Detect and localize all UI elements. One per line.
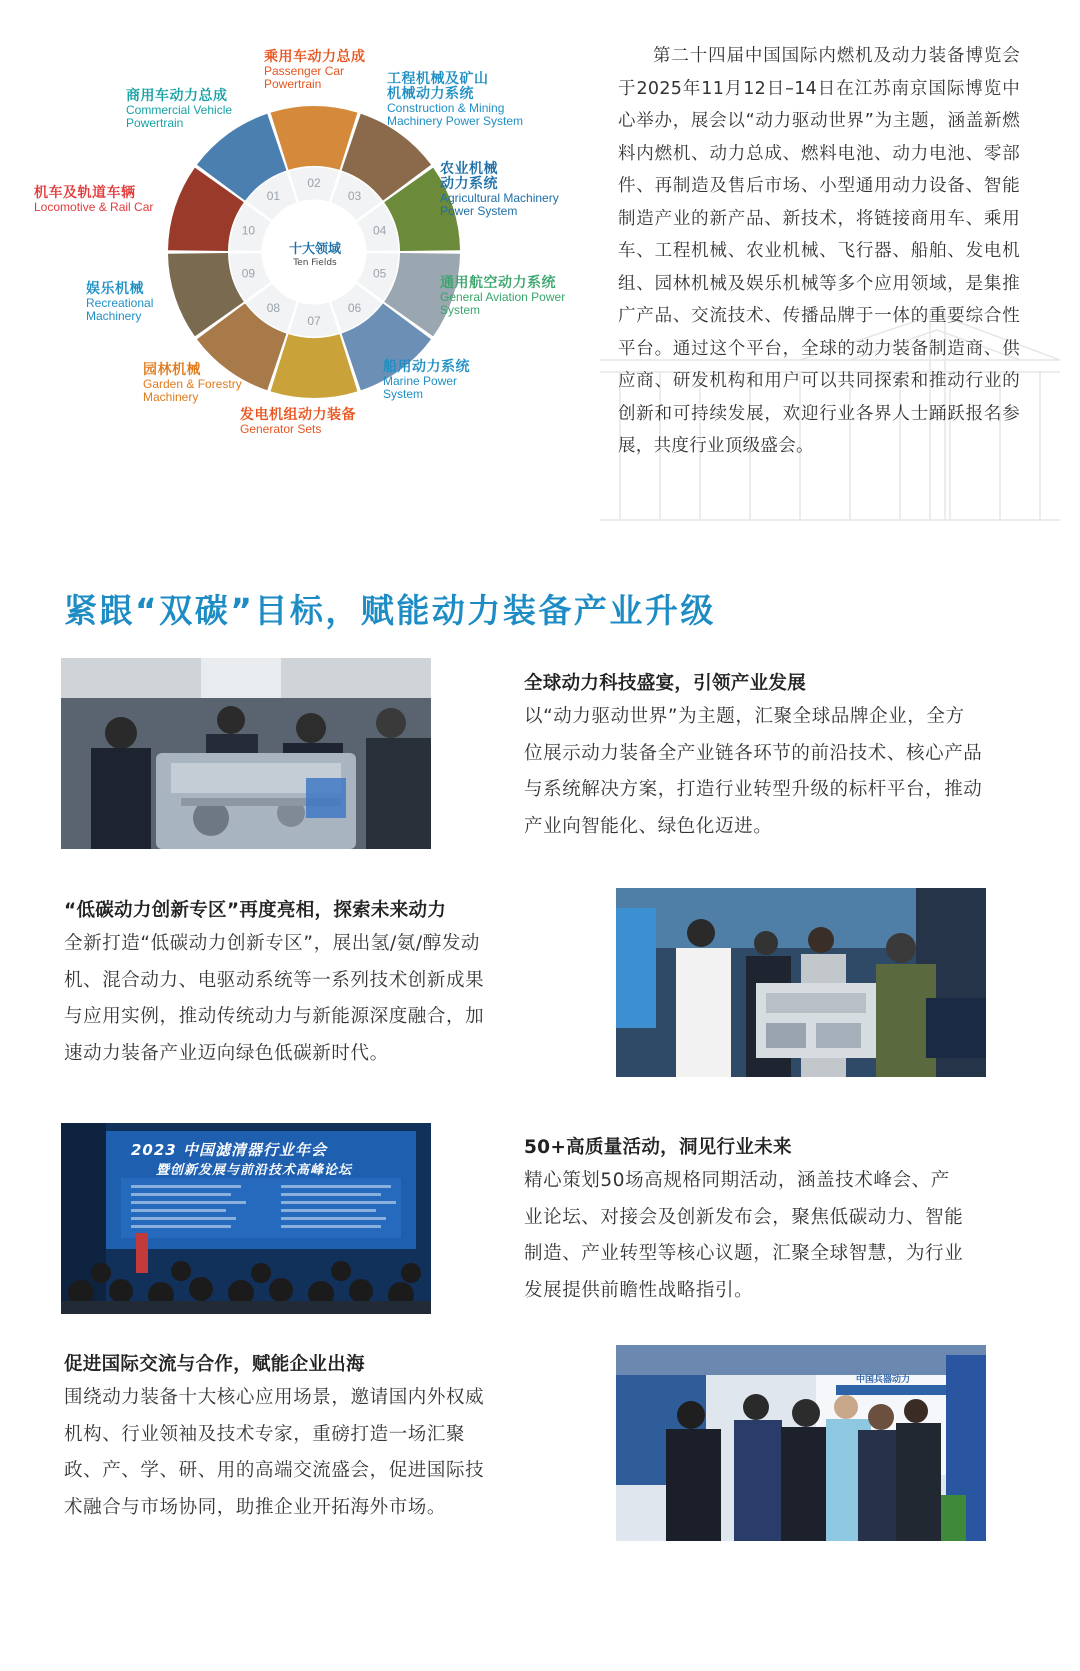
field-agri-en2: Power System xyxy=(440,204,518,219)
field-generator-en: Generator Sets xyxy=(240,422,322,437)
field-commercial-cn: 商用车动力总成 xyxy=(126,88,228,104)
field-aviation-en2: System xyxy=(440,303,481,318)
wheel-center-en: Ten Fields xyxy=(293,258,337,268)
wheel-photo-segment-02 xyxy=(271,106,358,170)
field-agri-cn2: 动力系统 xyxy=(440,176,498,193)
wheel-number-01: 01 xyxy=(266,189,281,204)
photo-forum-stage xyxy=(61,1123,431,1314)
feature1-line3: 与系统解决方案，打造行业转型升级的标杆平台，推动 xyxy=(524,779,983,800)
wheel-center-cn: 十大领域 xyxy=(288,242,341,257)
wheel-number-07: 07 xyxy=(307,314,321,328)
intro-paragraph: 第二十四届中国国际内燃机及动力装备博览会于2025年11月12日–14日在江苏南京国际博览中心举办，展会以“动力驱动世界”为主题，涵盖新燃料内燃机、动力总成、燃料电池、动力电池、零部件、再制造及售后市场、小型通用动力设备、智能制造产业的新产品、新技术，将链接商用车、乘用车、工程机械、农业机械、飞行器、船舶、发电机组、园林机械及娱乐机械等多个应用领域，是集推广产品、交流技术、传播品牌于一体的重要综合性平台。通过这个平台，全球的动力装备制造商、供应商、研发机构和用户可以共同探索和推动行业的创新和可持续发展，欢迎行业各界人士踊跃报名参展，共度行业顶级盛会。 xyxy=(618,46,1020,456)
field-agri-en1: Agricultural Machinery xyxy=(440,191,559,206)
field-generator xyxy=(240,408,356,436)
feature3-line2: 业论坛、对接会及创新发布会，聚焦低碳动力、智能 xyxy=(524,1206,964,1228)
field-passenger-en2: Powertrain xyxy=(264,77,322,92)
wheel-number-06: 06 xyxy=(347,300,362,315)
feature3-line1: 精心策划50场高规格同期活动，涵盖技术峰会、产 xyxy=(524,1170,950,1191)
field-passenger-en1: Passenger Car xyxy=(264,64,345,79)
field-aviation-en1: General Aviation Power xyxy=(440,290,566,305)
field-passenger xyxy=(264,50,366,91)
wheel-number-03: 03 xyxy=(347,189,362,204)
feature4-line1: 围绕动力装备十大核心应用场景，邀请国内外权威 xyxy=(64,1387,485,1408)
field-recreational-en2: Machinery xyxy=(86,309,142,324)
feature4-line3: 政、产、学、研、用的高端交流盛会，促进国际技 xyxy=(64,1460,485,1481)
field-marine-cn: 船用动力系统 xyxy=(383,359,470,375)
field-loco-cn: 机车及轨道车辆 xyxy=(34,185,136,201)
feature1-line1: 以“动力驱动世界”为主题，汇聚全球品牌企业，全方 xyxy=(524,706,965,727)
field-commercial-en1: Commercial Vehicle xyxy=(126,103,233,118)
feature4-line2: 机构、行业领袖及技术专家，重磅打造一场汇聚 xyxy=(64,1423,466,1445)
forum-screen-line2: 暨创新发展与前沿技术高峰论坛 xyxy=(156,1163,353,1178)
wheel-number-08: 08 xyxy=(266,300,281,315)
feature4-body xyxy=(64,1380,534,1526)
field-aviation-cn: 通用航空动力系统 xyxy=(440,275,556,291)
photo-low-carbon-zone xyxy=(616,888,986,1077)
feature2-line3: 与应用实例，推动传统动力与新能源深度融合，加 xyxy=(64,1006,485,1027)
field-loco-en: Locomotive & Rail Car xyxy=(34,200,154,215)
photo-engine-visitors xyxy=(61,658,431,849)
feature1-line4: 产业向智能化、绿色化迈进。 xyxy=(524,815,773,837)
forum-screen-line1: 2023 中国滤清器行业年会 xyxy=(131,1141,327,1159)
feature3-body xyxy=(524,1163,1034,1309)
feature2-line2: 机、混合动力、电驱动系统等一系列技术创新成果 xyxy=(64,969,485,991)
feature2-title: “低碳动力创新专区”再度亮相，探索未来动力 xyxy=(64,900,447,921)
field-recreational xyxy=(86,282,153,323)
field-recreational-cn: 娱乐机械 xyxy=(86,281,144,297)
field-agri-cn1: 农业机械 xyxy=(440,161,498,177)
field-construction-cn1: 工程机械及矿山 xyxy=(387,71,489,87)
field-construction-cn2: 机械动力系统 xyxy=(387,86,474,103)
feature3-line4: 发展提供前瞻性战略指引。 xyxy=(524,1279,754,1301)
section-heading: 紧跟“双碳”目标，赋能动力装备产业升级 xyxy=(64,591,716,630)
feature1-line2: 位展示动力装备全产业链各环节的前沿技术、核心产品 xyxy=(524,742,983,764)
feature3-line3: 制造、产业转型等核心议题，汇聚全球智慧，为行业 xyxy=(524,1243,964,1264)
feature1-title: 全球动力科技盛宴，引领产业发展 xyxy=(524,673,807,694)
field-garden-en2: Machinery xyxy=(143,390,199,405)
feature1-body xyxy=(524,699,1034,845)
field-recreational-en1: Recreational xyxy=(86,296,154,311)
field-construction-en1: Construction & Mining xyxy=(387,101,505,116)
booth-sign: 中国兵器动力 xyxy=(856,1375,911,1385)
field-marine-en2: System xyxy=(383,387,424,402)
field-garden-cn: 园林机械 xyxy=(143,362,201,378)
feature4-title: 促进国际交流与合作，赋能企业出海 xyxy=(64,1354,365,1375)
wheel-number-02: 02 xyxy=(307,176,321,190)
field-generator-cn: 发电机组动力装备 xyxy=(240,407,356,423)
feature3-title: 50+高质量活动，洞见行业未来 xyxy=(524,1137,792,1158)
field-marine-en1: Marine Power xyxy=(383,374,458,389)
field-construction xyxy=(387,72,523,128)
wheel-center xyxy=(270,238,360,268)
feature2-body xyxy=(64,926,534,1072)
field-loco xyxy=(34,186,153,214)
wheel-number-10: 10 xyxy=(241,223,256,238)
field-garden xyxy=(143,363,242,404)
wheel-number-09: 09 xyxy=(241,266,256,281)
feature4-line4: 术融合与市场协同，助推企业开拓海外市场。 xyxy=(64,1496,447,1518)
field-construction-en2: Machinery Power System xyxy=(387,114,524,129)
photo-booth-meeting xyxy=(616,1345,986,1541)
wheel-number-05: 05 xyxy=(372,266,387,281)
feature2-line1: 全新打造“低碳动力创新专区”，展出氢/氨/醇发动 xyxy=(64,933,481,954)
wheel-number-04: 04 xyxy=(372,223,387,238)
field-passenger-cn: 乘用车动力总成 xyxy=(264,49,366,65)
field-marine xyxy=(383,360,470,401)
field-aviation xyxy=(440,276,565,317)
field-commercial-en2: Powertrain xyxy=(126,116,184,131)
field-agri xyxy=(440,162,559,218)
feature2-line4: 速动力装备产业迈向绿色低碳新时代。 xyxy=(64,1042,389,1064)
field-garden-en1: Garden & Forestry xyxy=(143,377,242,392)
wheel-photo-segment-07 xyxy=(271,334,358,398)
field-commercial xyxy=(126,89,232,130)
